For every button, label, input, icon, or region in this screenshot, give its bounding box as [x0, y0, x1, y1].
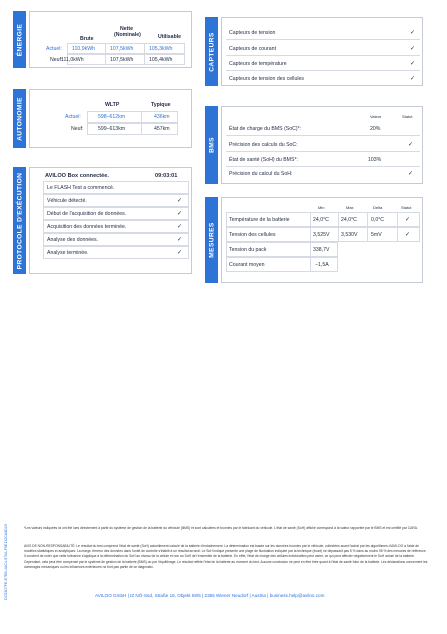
document-id: DC53D7FE-E7EB-4AC4-970A-F5E132CA6D19 [4, 524, 8, 600]
autonomie-panel [29, 89, 192, 148]
check-icon: ✓ [410, 76, 416, 82]
energie-row1-nominale: 107,5kWh [110, 46, 134, 52]
protocole-item: Analyse terminée. [47, 250, 89, 256]
mesures-head-delta: Delta [373, 205, 383, 210]
mesures-band [205, 197, 218, 283]
note-values: *Les valeurs indiquées ici ont été lues directement à partir du système de gestion de la batterie du véhicule (BMS) et sont calculées et fournies par le fabricant du véhicule. L'état de santé (SoH) affiché correspond à la valeur rapportée par le BMS et est certifié par CARA. [24, 526, 418, 530]
protocole-item: Analyse des données. [47, 237, 99, 243]
autonomie-row1-typique: 436km [154, 114, 170, 120]
energie-head-nominale: (Nominale) [114, 32, 141, 38]
mesures-r2-label: Tension des cellules [229, 232, 276, 238]
autonomie-row2-label: Neuf: [71, 126, 84, 132]
capteurs-item: Capteurs de température [229, 61, 287, 67]
protocole-header-title: AVILOO Box connectée. [45, 173, 109, 179]
energie-band-label: ÉNERGIE [16, 23, 23, 56]
energie-row1-brute: 110,9kWh [72, 46, 95, 52]
check-icon: ✓ [408, 142, 414, 148]
autonomie-row1-wltp: 598–612km [98, 114, 126, 120]
mesures-head-min: Min [318, 205, 325, 210]
footer-address: AVILOO GmbH | IZ NÖ-Süd, Straße 16, Objekt 59/5 | 2355 Wiener Neudorf | Austria | business.help@aviloo.com [95, 593, 325, 598]
energie-row2-nominale: 107,5kWh [110, 57, 134, 63]
mesures-head-statut: Statut [401, 205, 412, 210]
autonomie-head-typique: Typique [151, 102, 171, 108]
protocole-header-time: 09:03:01 [155, 173, 178, 179]
bms-r1-value: 20% [370, 126, 381, 132]
mesures-r2-min: 3,525V [313, 232, 330, 238]
mesures-r3-value: 338,7V [313, 247, 330, 253]
bms-panel [221, 106, 423, 184]
autonomie-band-label: AUTONOMIE [16, 96, 23, 141]
energie-row2-label: Neuf: [50, 57, 63, 63]
autonomie-row1-label: Actuel: [65, 114, 81, 120]
protocole-item: Le FLASH Test a commencé. [47, 185, 115, 191]
protocole-item: Début de l'acquisition de données. [47, 211, 127, 217]
energie-row1-label: Actuel: [46, 46, 62, 52]
protocole-item: Acquisition des données terminée. [47, 224, 127, 230]
check-icon: ✓ [405, 217, 411, 223]
bms-r2-label: Précision des calculs du SoC: [229, 142, 298, 148]
mesures-r4-label: Courant moyen [229, 262, 265, 268]
check-icon: ✓ [405, 232, 411, 238]
check-icon: ✓ [177, 211, 183, 217]
energie-row2-utilisable: 105,4kWh [149, 57, 173, 63]
check-icon: ✓ [408, 171, 414, 177]
mesures-r2-max: 3,530V [341, 232, 358, 238]
bms-band-label: BMS [208, 137, 215, 153]
protocole-item: Véhicule détecté. [47, 198, 87, 204]
mesures-head-max: Max [346, 205, 354, 210]
mesures-r1-min: 24,0°C [313, 217, 329, 223]
capteurs-item: Capteurs de tension des cellules [229, 76, 304, 82]
autonomie-row2-typique: 457km [154, 126, 170, 132]
check-icon: ✓ [410, 61, 416, 67]
bms-r1-label: État de charge du BMS (SoC)*: [229, 126, 302, 132]
note-disclaimer: AVIS DE NON-RESPONSABILITÉ: Le résultat du test comprend l'état de santé (SoH) actuellement calculé de la batterie d'entraînement. La détermination est basée sur les données fournies par le véhicule, collectées avant l'achat par les algorithmes d'AVILOO à l'aide de modèles statistiques et analytiques. La marge d'erreur des données dans l'unité de contrôle s'établit à un résultat arrondi. Le SoH indiqué présente une plage de fluctuation indiquée par la technique (écart) ne dépassant pas 5 % dans au moins 95 % des mesures de référence. Il convient de noter que cette tolérance s'applique à la détermination du SoH au niveau de la cellule et non au SoH de l'ensemble de la batterie. En effet, l'état de charge des cellules individuelles peut varier, ce qui peut affecter négativement le SoH actuel de la batterie. Cependant, cela peut être compensé par le système de gestion de la batterie (BMS) ou par l'équilibrage. Le résultat reflète l'état de la batterie au moment du test. Aucune conclusion ne peut en être tirée quant à l'état de santé futur de la batterie. Les déclarations concernent les dommages mécaniques ou les influences extérieures ne font pas partie de ce diagnostic. [24, 544, 428, 569]
protocole-band [13, 167, 26, 274]
check-icon: ✓ [177, 237, 183, 243]
capteurs-panel [221, 17, 423, 86]
mesures-r4-value: −1,5A [315, 262, 329, 268]
check-icon: ✓ [177, 198, 183, 204]
bms-band [205, 106, 218, 184]
capteurs-item: Capteurs de tension [229, 30, 276, 36]
energie-head-nette: Nette [120, 26, 133, 32]
protocole-panel [29, 167, 192, 274]
energie-band [13, 11, 26, 68]
autonomie-row2-wltp: 599–613km [98, 126, 126, 132]
mesures-r1-max: 24,0°C [341, 217, 357, 223]
bms-r3-value: 103% [368, 157, 382, 163]
autonomie-head-wltp: WLTP [105, 102, 120, 108]
energie-head-brute: Brute [80, 36, 94, 42]
mesures-r3-label: Tension du pack [229, 247, 267, 253]
mesures-r1-delta: 0,0°C [371, 217, 385, 223]
bms-r4-label: Précision du calcul du SoH: [229, 171, 293, 177]
capteurs-band [205, 17, 218, 86]
protocole-band-label: PROTOCOLE D'EXÉCUTION [16, 172, 23, 269]
energie-row2-brute: 111,0kWh [61, 57, 84, 63]
energie-panel [29, 11, 192, 68]
capteurs-band-label: CAPTEURS [208, 31, 215, 72]
mesures-band-label: MESURES [208, 222, 215, 258]
bms-head-statut: Statut [402, 114, 413, 119]
check-icon: ✓ [177, 250, 183, 256]
energie-row1-utilisable: 105,3kWh [149, 46, 173, 52]
check-icon: ✓ [410, 46, 416, 52]
bms-head-valeur: Valeur [370, 114, 382, 119]
check-icon: ✓ [410, 30, 416, 36]
energie-head-utilisable: Utilisable [158, 34, 182, 40]
mesures-r2-delta: 5mV [371, 232, 382, 238]
check-icon: ✓ [177, 224, 183, 230]
bms-r3-label: État de santé (SoH) du BMS*: [229, 157, 298, 163]
capteurs-item: Capteurs de courant [229, 46, 277, 52]
mesures-r1-label: Température de la batterie [229, 217, 290, 223]
mesures-panel [221, 197, 423, 283]
autonomie-band [13, 89, 26, 148]
